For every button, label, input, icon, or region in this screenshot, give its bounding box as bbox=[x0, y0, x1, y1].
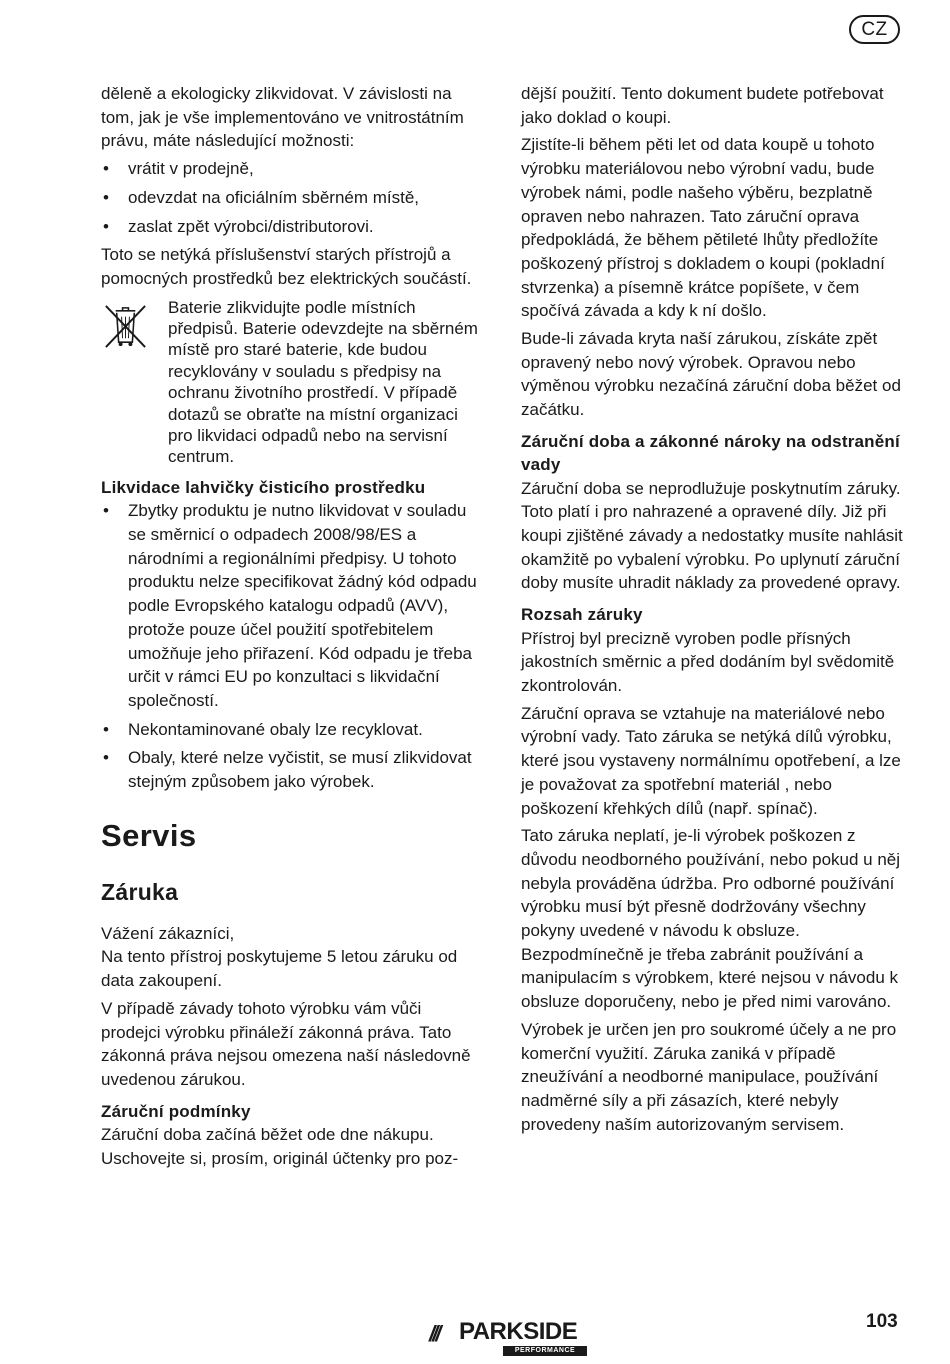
warranty-scope-heading: Rozsah záruky bbox=[521, 605, 643, 625]
cleaner-disposal-list bbox=[101, 499, 483, 793]
warranty-period-text: Záruční doba se neprodlužuje poskytnutím záruky. Toto platí i pro nahrazené a opravené díly. Již při koupi zjištěné závady a nedostatky musíte nahlásit okamžitě po vybalení výrobku. Po uplynutí záruční doby musíte uhradit náklady za provedené opravy. bbox=[521, 478, 903, 593]
greeting: Vážení zákazníci, bbox=[101, 923, 235, 943]
covered-text: Bude-li závada kryta naší zárukou, získáte zpět opravený nebo nový výrobek. Opravou nebo výměnou výrobku nezačíná záruční doba běžet od začátku. bbox=[521, 329, 901, 420]
list-item: • Nekontaminované obaly lze recyklovat. bbox=[101, 718, 483, 742]
battery-text: Baterie zlikvidujte podle místních předpisů. Baterie odevzdejte na sběrném místě pro staré baterie, kde budou recyklovány v souladu s předpisy na ochranu životního prostředí. V případě dotazů se obraťte na místní organizaci pro likvidaci odpadů nebo na servisní centrum. bbox=[168, 297, 478, 467]
warranty-conditions-heading: Záruční podmínky bbox=[101, 1101, 251, 1121]
warranty-scope-text: Tato záruka neplatí, je-li výrobek poškozen z důvodu neodborného používání, nebo pokud u něj nebyla prováděna údržba. Pro odborné používání výrobku musí být přesně dodržovány všechny pokyny uvedené v návodu k obsluze. Bezpodmínečně je třeba zabránit používání a manipulacím s výrobkem, které nejsou v návodu k obsluze doporučeny, nebo je před nimi varováno. bbox=[521, 826, 901, 1012]
page-number: 103 bbox=[866, 1311, 898, 1332]
list-item: • Zbytky produktu je nutno likvidovat v souladu se směrnicí o odpadech 2008/98/ES a národními a regionálními předpisy. U tohoto produktu nelze specifikovat žádný kód odpadu podle Evropského katalogu odpadů (AVV), protože pouze účel použití spotřebitelem umožňuje jeho přiřazení. Kód odpadu je třeba určit v rámci EU po konzultaci s likvidační společností. bbox=[101, 499, 483, 712]
list-item: • vrátit v prodejně, bbox=[101, 157, 483, 181]
cleaner-disposal-heading: Likvidace lahvičky čisticího prostředku bbox=[101, 477, 426, 497]
logo-brand-name: PARKSIDE bbox=[459, 1318, 578, 1345]
logo-slashes: /// bbox=[429, 1321, 439, 1346]
warranty-heading: Záruka bbox=[101, 878, 179, 905]
disposal-options-list bbox=[101, 157, 483, 238]
warranty-scope-text: Přístroj byl precizně vyroben podle přísných jakostních směrnic a před dodáním byl svědomitě zkontrolován. bbox=[521, 628, 895, 695]
crossed-bin-icon bbox=[101, 301, 150, 350]
parkside-logo bbox=[429, 1318, 589, 1358]
disposal-intro: děleně a ekologicky zlikvidovat. V závislosti na tom, jak je vše implementováno ve vnitrostátním právu, máte následující možnosti: bbox=[101, 84, 464, 151]
right-column bbox=[521, 82, 905, 1140]
left-column bbox=[101, 82, 483, 1174]
accessories-note: Toto se netýká příslušenství starých přístrojů a pomocných prostředků bez elektrických součástí. bbox=[101, 245, 472, 288]
list-item: • Obaly, které nelze vyčistit, se musí zlikvidovat stejným způsobem jako výrobek. bbox=[101, 746, 483, 793]
warranty-scope-text: Záruční oprava se vztahuje na materiálové nebo výrobní vady. Tato záruka se netýká dílů výrobku, které jsou vystaveny normálnímu opotřebení, a lze je považovat za spotřební materiál , nebo poškození křehkých dílů (např. spínač). bbox=[521, 703, 901, 818]
battery-disposal-block bbox=[101, 297, 483, 468]
language-badge: CZ bbox=[849, 15, 900, 44]
warranty-intro: Na tento přístroj poskytujeme 5 letou záruku od data zakoupení. bbox=[101, 947, 458, 991]
list-item: • zaslat zpět výrobci/distributorovi. bbox=[101, 215, 483, 239]
servis-heading: Servis bbox=[101, 817, 197, 853]
warranty-scope-text: Výrobek je určen jen pro soukromé účely a ne pro komerční využití. Záruka zaniká v případě zneužívání a neodborné manipulace, používání nadměrné síly a při zásazích, které nebyly provedeny naším autorizovaným servisem. bbox=[521, 1019, 897, 1134]
receipt-text: dější použití. Tento dokument budete potřebovat jako doklad o koupi. bbox=[521, 84, 884, 127]
warranty-period-heading: Záruční doba a zákonné nároky na odstranění vady bbox=[521, 431, 900, 475]
list-item: • odevzdat na oficiálním sběrném místě, bbox=[101, 186, 483, 210]
defect-text: Zjistíte-li během pěti let od data koupě u tohoto výrobku materiálovou nebo výrobní vadu, bude výrobek námi, podle našeho výběru, bezplatně opraven nebo nahrazen. Tato záruční oprava předpokládá, že během pětileté lhůty předložíte poškozený přístroj s dokladem o koupi (pokladní stvrzenka) a písemně krátce popíšete, v čem spočívá závada a kdy k ní došlo. bbox=[521, 135, 885, 321]
warranty-conditions-text: Záruční doba začíná běžet ode dne nákupu. Uschovejte si, prosím, originál účtenky pro poz- bbox=[101, 1125, 459, 1168]
legal-rights-text: V případě závady tohoto výrobku vám vůči prodejci výrobku přináleží zákonná práva. Tato zákonná práva nejsou omezena naší následovně uvedenou zárukou. bbox=[101, 998, 471, 1089]
logo-subtitle: PERFORMANCE bbox=[503, 1346, 587, 1356]
